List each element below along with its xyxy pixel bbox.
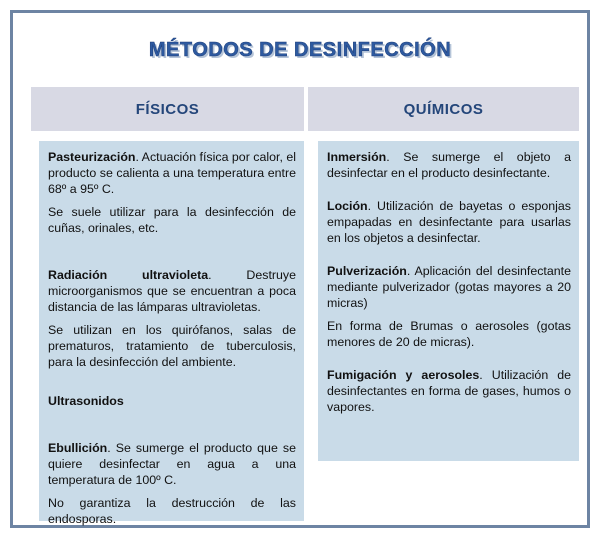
desc-fumigacion: . Utilización de desinfectantes en forma de gases, humos o vapores. xyxy=(327,368,571,414)
item-ultrasonidos xyxy=(48,393,296,409)
term-radiacion: Radiación ultravioleta xyxy=(48,268,209,282)
item-locion xyxy=(327,198,571,246)
note-pulverizacion: En forma de Brumas o aerosoles (gotas menores de 20 de micras). xyxy=(327,319,571,349)
item-inmersion xyxy=(327,149,571,181)
panel-quimicos xyxy=(318,141,579,461)
page-title: MÉTODOS DE DESINFECCIÓN xyxy=(148,39,452,61)
term-ebullicion: Ebullición xyxy=(48,441,108,455)
item-pulverizacion xyxy=(327,263,571,311)
column-header-quimicos: QUÍMICOS xyxy=(308,87,579,131)
term-fumigacion: Fumigación y aerosoles xyxy=(327,368,480,382)
term-inmersion: Inmersión xyxy=(327,150,387,164)
desc-ebullicion: . Se sumerge el producto que se quiere desinfectar en agua a una temperatura de 100º C. xyxy=(48,441,296,487)
item-pasteurizacion xyxy=(48,149,296,197)
term-locion: Loción xyxy=(327,199,368,213)
desc-radiacion: . Destruye microorganismos que se encuentran a poca distancia de las lámparas ultravioletas. xyxy=(48,268,297,314)
column-header-fisicos: FÍSICOS xyxy=(31,87,304,131)
desc-pulverizacion: . Aplicación del desinfectante mediante pulverizador (gotas mayores a 20 micras) xyxy=(327,264,571,310)
desc-inmersion: . Se sumerge el objeto a desinfectar en el producto desinfectante. xyxy=(327,150,571,180)
item-ebullicion xyxy=(48,440,296,488)
note-pasteurizacion: Se suele utilizar para la desinfección de cuñas, orinales, etc. xyxy=(48,205,296,235)
item-fumigacion xyxy=(327,367,571,415)
term-pasteurizacion: Pasteurización xyxy=(48,150,136,164)
desc-locion: . Utilización de bayetas o esponjas empapadas en desinfectante para usarlas en los objetos a desinfectar. xyxy=(327,199,571,245)
document-frame xyxy=(10,10,590,528)
term-pulverizacion: Pulverización xyxy=(327,264,407,278)
note-radiacion: Se utilizan en los quirófanos, salas de prematuros, tratamiento de tuberculosis, para la desinfección del ambiente. xyxy=(48,323,296,369)
note-ebullicion: No garantiza la destrucción de las endosporas. xyxy=(48,496,296,526)
item-radiacion xyxy=(48,267,296,315)
panel-fisicos xyxy=(39,141,304,526)
term-ultrasonidos: Ultrasonidos xyxy=(48,394,124,408)
desc-pasteurizacion: . Actuación física por calor, el producto se calienta a una temperatura entre 68º a 95º C. xyxy=(48,150,296,196)
